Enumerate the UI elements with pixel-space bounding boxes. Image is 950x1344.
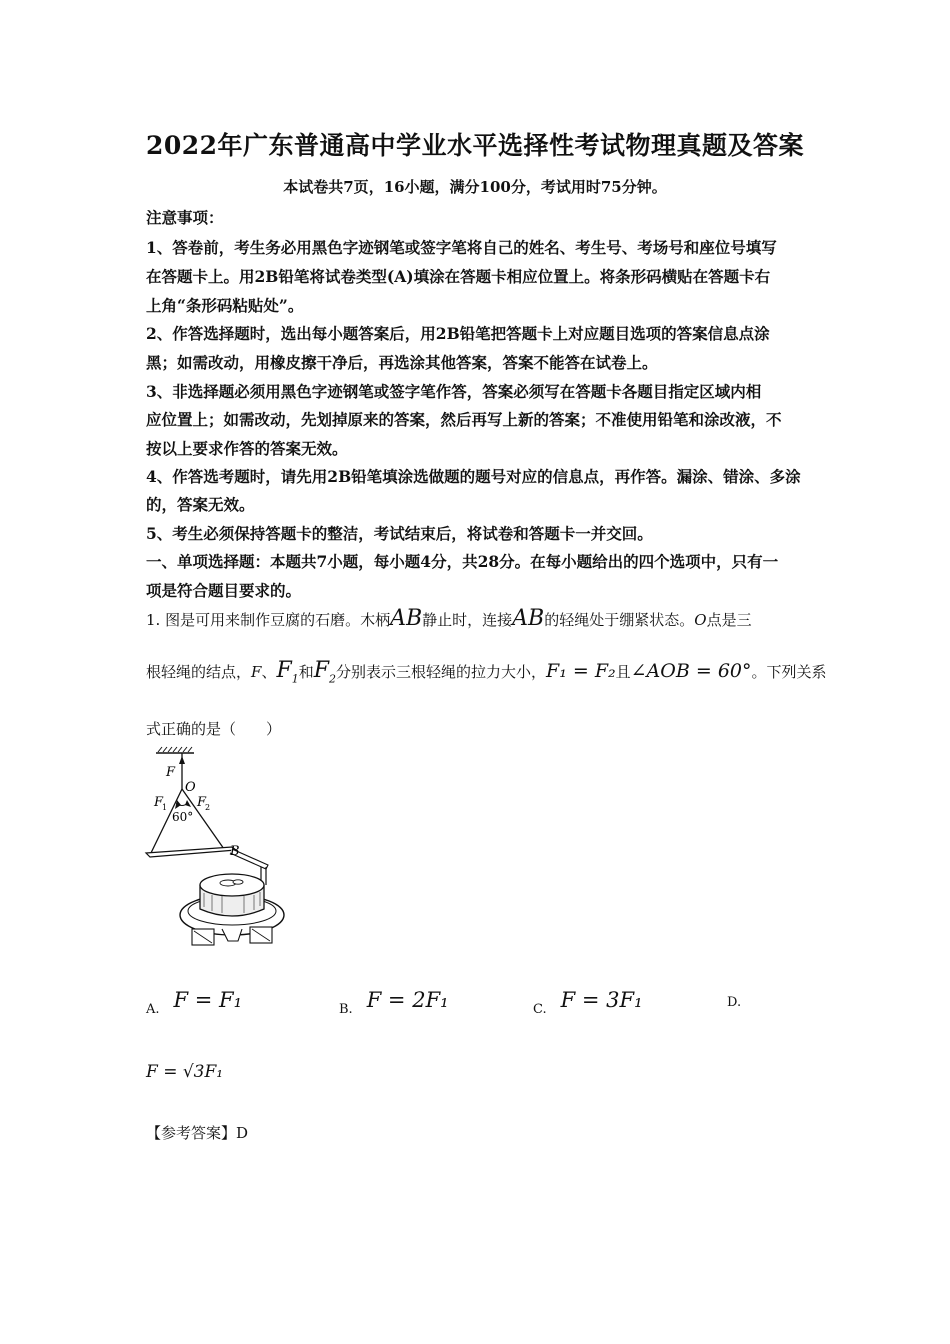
notice-line-1: 1、答卷前，考生务必用黑色字迹钢笔或签字笔将自己的姓名、考生号、考场号和座位号填写	[146, 238, 777, 257]
option-d	[727, 988, 755, 1010]
q1-ab-symbol-2: AB	[512, 606, 545, 631]
question-1-line-1	[146, 606, 810, 631]
fig-label-b: B	[230, 844, 240, 859]
q1-qie: 且	[615, 663, 631, 681]
fig-label-f2: F	[197, 795, 207, 810]
fig-label-f2-sub: 2	[205, 803, 211, 812]
option-b-label: B.	[339, 1002, 353, 1017]
q1-text-e: 根轻绳的结点，	[146, 663, 252, 681]
notice-line-8: 按以上要求作答的答案无效。	[146, 439, 348, 458]
q1-and: 和	[298, 663, 314, 681]
notice-line-4: 2、作答选择题时，选出每小题答案后，用2B铅笔把答题卡上对应题目选项的答案信息点涂	[146, 324, 770, 343]
option-a-expr: F = F₁	[173, 988, 243, 1012]
notice-line-10: 的，答案无效。	[146, 495, 255, 514]
option-c-label: C.	[533, 1002, 547, 1017]
q1-text-a: 1. 图是可用来制作豆腐的石磨。木柄	[146, 611, 391, 629]
q1-condition-2: ∠AOB = 60°	[630, 660, 752, 682]
fig-label-o: O	[185, 780, 196, 795]
q1-text-b: 静止时，连接	[422, 611, 513, 629]
q1-f-symbol: F	[251, 663, 262, 681]
fig-label-f1-sub: 1	[162, 803, 168, 812]
notice-line-3: 上角“条形码粘贴处”。	[146, 296, 304, 315]
page-title: 2022年广东普通高中学业水平选择性考试物理真题及答案	[145, 131, 805, 160]
q1-text-c: 的轻绳处于绷紧状态。	[544, 611, 695, 629]
exam-subtitle: 本试卷共7页，16小题，满分100分，考试用时75分钟。	[283, 178, 667, 196]
option-c-expr: F = 3F₁	[560, 988, 643, 1012]
q1-separator: 、	[261, 663, 277, 681]
option-a	[146, 988, 242, 1017]
notice-line-7: 应位置上；如需改动，先划掉原来的答案，然后再写上新的答案；不准使用铅笔和涂改液，不	[146, 410, 782, 429]
option-d-expr: F = √3F₁	[146, 1062, 224, 1082]
q1-f1-symbol: $F_1$	[276, 658, 299, 686]
question-1-line-3: 式正确的是（ ）	[146, 720, 282, 738]
option-b-expr: F = 2F₁	[366, 988, 449, 1012]
q1-f2-symbol: $F_2$	[313, 658, 336, 686]
fig-label-f1: F	[154, 795, 164, 810]
fig-label-angle: 60°	[172, 810, 194, 824]
notice-line-2: 在答题卡上。用2B铅笔将试卷类型(A)填涂在答题卡相应位置上。将条形码横贴在答题卡右	[146, 267, 771, 286]
q1-text-g: 。下列关系	[751, 663, 827, 681]
section-heading-line-1: 一、单项选择题：本题共7小题，每小题4分，共28分。在每小题给出的四个选项中，只有一	[146, 552, 779, 571]
notice-line-5: 黑；如需改动，用橡皮擦干净后，再选涂其他答案，答案不能答在试卷上。	[146, 353, 658, 372]
notice-line-9: 4、作答选考题时，请先用2B铅笔填涂选做题的题号对应的信息点，再作答。漏涂、错涂、多涂	[146, 467, 801, 486]
fig-label-f: F	[166, 765, 176, 780]
section-heading-line-2: 项是符合题目要求的。	[146, 581, 302, 600]
q1-o-symbol: O	[694, 611, 707, 629]
notice-line-11: 5、考生必须保持答题卡的整洁，考试结束后，将试卷和答题卡一并交回。	[146, 524, 653, 543]
option-b	[339, 988, 449, 1017]
notice-line-6: 3、非选择题必须用黑色字迹钢笔或签字笔作答，答案必须写在答题卡各题目指定区域内相	[146, 382, 762, 401]
reference-answer: 【参考答案】D	[146, 1124, 249, 1142]
q1-ab-symbol: AB	[390, 606, 423, 631]
q1-text-d: 点是三	[706, 611, 752, 629]
stone-mill-figure	[140, 745, 290, 960]
option-c	[533, 988, 643, 1017]
question-1-line-2	[146, 658, 827, 686]
option-d-label: D.	[727, 995, 742, 1010]
option-a-label: A.	[146, 1002, 160, 1017]
q1-text-f: 分别表示三根轻绳的拉力大小，	[336, 663, 547, 681]
q1-condition-1: F₁ = F₂	[546, 660, 616, 682]
notice-heading: 注意事项：	[146, 208, 224, 227]
